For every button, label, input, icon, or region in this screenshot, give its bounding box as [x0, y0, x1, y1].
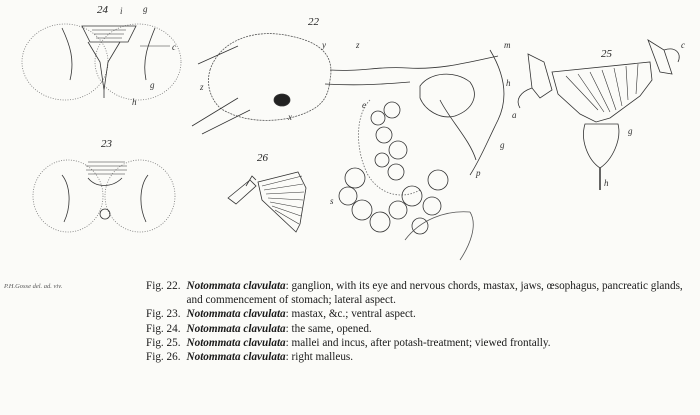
fig-22-label-y: y [322, 40, 326, 50]
fig-22-label-m: m [504, 40, 511, 50]
caption-number: Fig. 23. [146, 308, 181, 321]
species-name: Notommata clavulata [186, 322, 286, 335]
caption-text: : the same, opened. [285, 322, 372, 335]
figure-22-drawing [192, 34, 504, 260]
fig-24-label-h: h [132, 97, 137, 107]
fig-22-label-e: e [362, 100, 366, 110]
species-name: Notommata clavulata [186, 336, 286, 349]
species-name: Notommata clavulata [186, 280, 286, 292]
caption-body [187, 279, 691, 307]
caption-text: : ganglion, with its eye and nervous chords, mastax, jaws, œsophagus, pancreatic glands, and commencement of stomach; lateral aspect. [186, 280, 683, 307]
species-name: Notommata clavulata [186, 351, 286, 364]
fig-22-label-p: p [476, 168, 481, 178]
fig-25-number: 25 [601, 48, 612, 60]
caption-fig-23 [146, 307, 691, 321]
fig-22-label-g: g [500, 140, 505, 150]
fig-25-label-g: g [628, 126, 633, 136]
fig-24-label-i: i [120, 6, 123, 16]
fig-22-label-z1: z [356, 40, 360, 50]
fig-26-number: 26 [257, 152, 268, 164]
fig-25-label-h: h [604, 178, 609, 188]
fig-22-label-h: h [506, 78, 511, 88]
fig-24-label-g-top: g [143, 4, 148, 14]
fig-22-label-z2: z [200, 82, 204, 92]
fig-22-label-s: s [330, 196, 334, 206]
fig-22-number: 22 [308, 16, 319, 28]
caption-number: Fig. 22. [146, 280, 181, 292]
caption-fig-26 [146, 350, 691, 364]
caption-text: : mallei and incus, after potash-treatment; viewed frontally. [285, 336, 551, 349]
caption-body [187, 307, 691, 321]
artist-credit: P.H.Gosse del. ad. viv. [4, 283, 63, 290]
caption-number: Fig. 24. [146, 322, 181, 335]
caption-body [187, 322, 691, 336]
species-name: Notommata clavulata [186, 308, 286, 321]
figure-26-drawing [228, 172, 306, 232]
caption-body [187, 350, 691, 364]
figure-captions [146, 279, 691, 364]
figure-24-drawing [22, 24, 181, 100]
fig-24-label-g: g [150, 80, 155, 90]
figure-23-drawing [33, 160, 175, 232]
caption-text: : right malleus. [285, 351, 354, 364]
figure-25-drawing [518, 40, 679, 190]
fig-22-label-a: a [512, 110, 517, 120]
fig-24-label-c: c [172, 42, 176, 52]
caption-fig-22 [146, 279, 691, 307]
caption-number: Fig. 25. [146, 336, 181, 349]
caption-number: Fig. 26. [146, 351, 181, 364]
caption-fig-24 [146, 322, 691, 336]
fig-23-number: 23 [101, 138, 112, 150]
fig-25-label-c: c [681, 40, 685, 50]
caption-text: : mastax, &c.; ventral aspect. [285, 308, 416, 321]
caption-fig-25 [146, 336, 691, 350]
caption-body [187, 336, 691, 350]
fig-22-label-x: x [288, 112, 292, 122]
fig-24-number: 24 [97, 4, 108, 16]
